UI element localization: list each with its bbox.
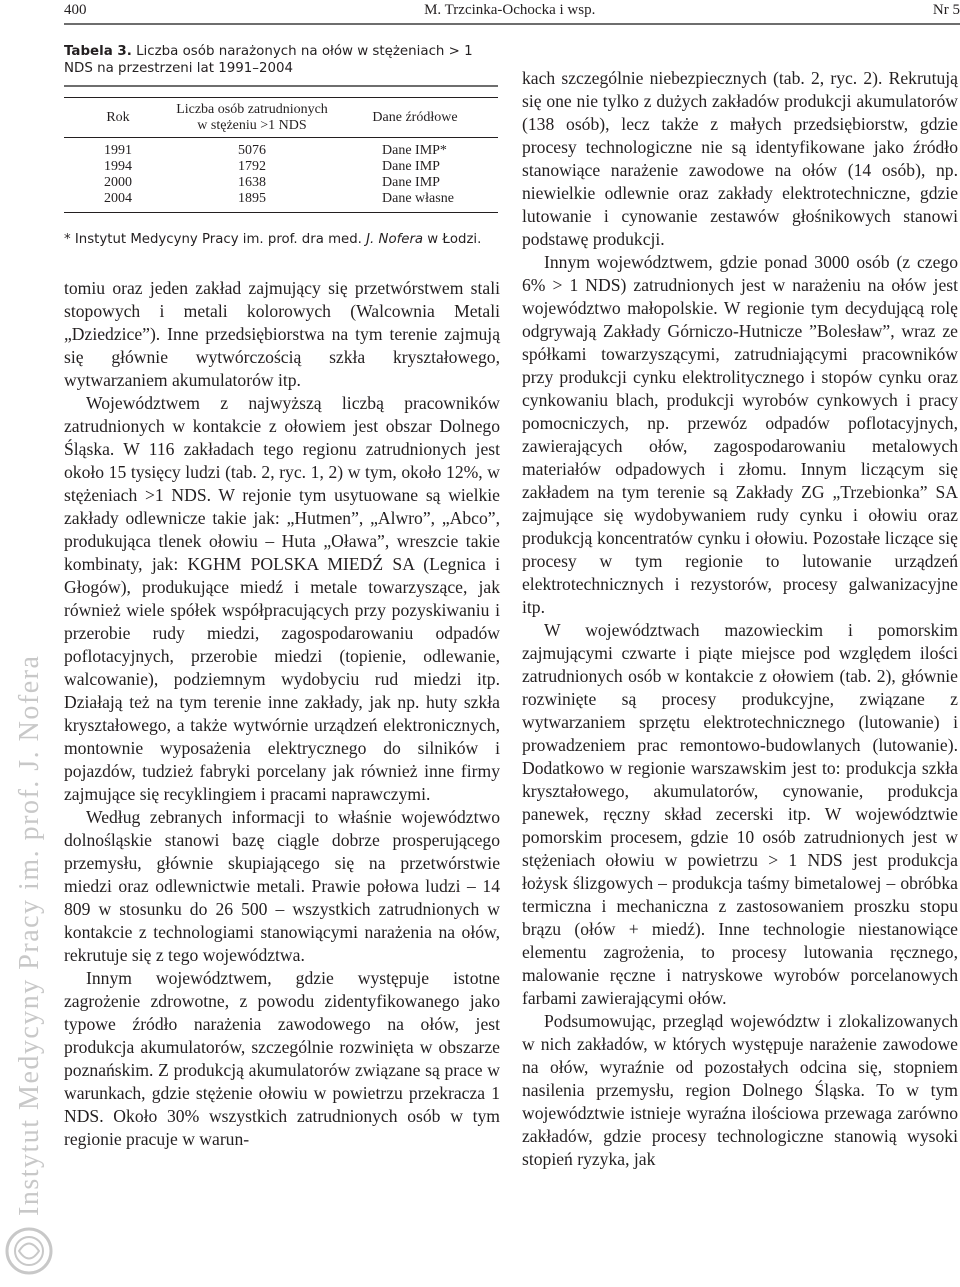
footnote-text-end: w Łodzi. [423,232,482,247]
cell-count: 1792 [238,159,266,174]
right-column [522,67,958,1171]
cell-count: 1895 [238,191,266,206]
cell-count: 5076 [238,143,266,158]
page-number: 400 [64,1,87,18]
paragraph: Województwem z najwyższą liczbą pracowników zatrudnionych w kontakcie z ołowiem jest obszar Dolnego Śląska. W 116 zakładach tego regionu zatrudnionych jest około 15 tysięcy ludzi (tab. 2, ryc. 1, 2) w tym, około 12%, w stężeniach >1 NDS. W rejonie tym usytuowane są wielkie zakłady odlewnicze takie jak: „Hutmen”, „Alwro”, „Abco”, produkująca tlenek ołowiu – Huta „Oława”, wreszcie takie kombinaty, jak: KGHM POLSKA MIEDŹ SA (Legnica i Głogów), produkujące miedź i metale towarzyszące, jak również wiele spółek współpracujących przy pozyskiwaniu i przerobie rudy miedzi, zagospodarowaniu odpadów poflotacyjnych, przerobie miedzi (topienie, odlewanie, walcowanie), podziemnym wydobyciu rud miedzi itp. Działają też na tym terenie inne zakłady, jak np. huty szkła kryształowego, a także wytwórnie urządzeń elektronicznych, montownie wyposażenia elektrycznego do silników i pojazdów, tudzież fabryki porcelany jak również inne firmy zajmujące się recyklingiem i pracami naprawczymi. [64,393,500,804]
header-authors: M. Trzcinka-Ochocka i wsp. [424,1,596,18]
paragraph: Innym województwem, gdzie występuje istotne zagrożenie zdrowotne, z powodu zidentyfikowanego jako typowe źródło narażenia zawodowego na ołów, jest produkcja akumulatorów, szczególnie rozwinięta w obszarze poznańskim. Z produkcją akumulatorów związane są prace w warunkach, gdzie stężenie ołowiu w powietrzu przekracza 1 NDS. Około 30% wszystkich zatrudnionych osób w tym regionie pracuje w warun- [64,968,500,1149]
table-caption [64,44,504,77]
cell-year: 1994 [104,159,132,174]
paragraph: Według zebranych informacji to właśnie województwo dolnośląskie stanowi bazę ciągle dobrze prosperującego przemysłu, głównie skupiającego się na przetwórstwie miedzi oraz odlewnictwie metali. Prawie połowa ludzi – 14 809 w stosunku do 26 500 – wszystkich zatrudnionych w kontakcie z technologiami stanowiącymi narażenia na ołów, rekrutuje się z tego województwa. [64,807,500,965]
paragraph: Podsumowując, przegląd województw i zlokalizowanych w nich zakładów, w których występuje narażenie zawodowe na ołów, wyraźnie od pozostałych odcina się, stopniem nasilenia przemysłu, region Dolnego Śląska. To w tym województwie istnieje wyraźna ilościowa przewaga zarówno zakładów, gdzie procesy technologiczne stanowią wysoki stopień ryzyka, jak [522,1011,958,1169]
cell-count: 1638 [238,175,266,190]
running-header [64,0,960,20]
institute-watermark: Instytut Medycyny Pracy im. prof. J. Nofera [14,654,45,1216]
table-row [64,175,498,191]
header-issue: Nr 5 [932,1,960,18]
paragraph: Innym województwem, gdzie ponad 3000 osób (z czego 6% > 1 NDS) zatrudnionych jest w narażeniu na ołów jest województwo małopolskie. W regionie tym decydującą rolę odgrywają Zakłady Górniczo-Hutnicze ”Bolesław”, wraz ze spółkami towarzyszącymi, zatrudniającymi pracowników przy produkcji cynku elektrolitycznego i stopów cynku oraz cynkowaniu blach, produkcji wyrobów cynkowych i pracy pomocniczych, np. przewóz odpadów poflotacyjnych, zawierających ołów, zagospodarowaniu metalowych materiałów odpadowych i złomu. Innym liczącym się zakładem na tym terenie są Zakłady ZG „Trzebionka” SA zajmujące się wydobywaniem rudy cynku i ołowiu oraz produkcją koncentratów cynku i ołowiu. Pozostałe liczące się procesy w tym regionie to lutowanie urządzeń elektrotechnicznych i rezystorów, procesy galwanizacyjne itp. [522,252,958,617]
table-footnote [64,232,504,247]
footnote-italic-name: J. Nofera [366,232,424,247]
paragraph: W województwach mazowieckim i pomorskim zajmującymi czwarte i piąte miejsce pod względem ilości zatrudnionych osób w kontakcie z ołowiem (tab. 2), głównie rozwinięte są procesy produkcyjne, związane z wytwarzaniem sprzętu elektrotechnicznego (lutowanie) i prowadzeniem prac remontowo-budowlanych (lutowanie). Dodatkowo w regionie warszawskim jest to: produkcja szkła kryształowego, akumulatorów, cynowanie, produkcja panewek, ręczny skład zecerski itp. W województwie pomorskim procesem, gdzie 10 osób zatrudnionych jest w stężeniach ołowiu w powietrzu > 1 NDS jest produkcja łożysk ślizgowych – produkcja taśmy bimetalowej – obróbka termiczna i mechaniczna z zastosowaniem proszku stopu brązu (ołów + miedź). Inne technologie niestanowiące elementu zagrożenia, to procesy lutowania ręcznego, malowanie ręczne i natryskowe wyrobów porcelanowych farbami zawierającymi ołów. [522,620,958,1008]
table-caption-text: Liczba osób narażonych na ołów w stężeniach > 1 NDS na przestrzeni lat 1991–2004 [64,44,473,76]
cell-source: Dane własne [382,191,454,206]
footnote-text: * Instytut Medycyny Pracy im. prof. dra med. [64,232,367,247]
cell-source: Dane IMP* [382,143,447,158]
column-header-count: Liczba osób zatrudnionych w stężeniu >1 NDS [176,102,328,133]
cell-year: 2004 [104,191,132,206]
column-header-source: Dane źródłowe [372,109,458,125]
column-header-year: Rok [106,109,130,125]
table-row [64,138,498,160]
table-label: Tabela 3. [64,44,132,59]
cell-year: 2000 [104,175,132,190]
cell-source: Dane IMP [382,159,440,174]
institute-seal-icon [4,1226,54,1276]
paragraph: tomiu oraz jeden zakład zajmujący się przetwórstwem stali stopowych i metali kolorowych (Walcownia Metali „Dziedzice”). Inne przedsiębiorstwa na tym terenie zajmują się głównie wytwórczością szkła kryształowego, wytwarzaniem akumulatorów itp. [64,278,500,390]
header-rule [64,23,960,25]
cell-year: 1991 [104,143,132,158]
left-column [64,277,500,1151]
table-top-rule [64,85,498,87]
data-table [64,97,498,213]
table-row [64,159,498,175]
table-row [64,191,498,213]
table-header-row [64,98,498,138]
paragraph: kach szczególnie niebezpiecznych (tab. 2, ryc. 2). Rekrutują się one nie tylko z dużych zakładów produkcji akumulatorów (138 osób), lecz także z małych przedsiębiorstw, gdzie procesy technologiczne nie są identyfikowane jako źródło stanowiące narażenie zawodowe na ołów (14 osób), np. niewielkie odlewnie oraz zakłady elektrotechniczne, gdzie lutowanie i cynowanie zestawów głośnikowych stanowi podstawę produkcji. [522,68,958,249]
cell-source: Dane IMP [382,175,440,190]
